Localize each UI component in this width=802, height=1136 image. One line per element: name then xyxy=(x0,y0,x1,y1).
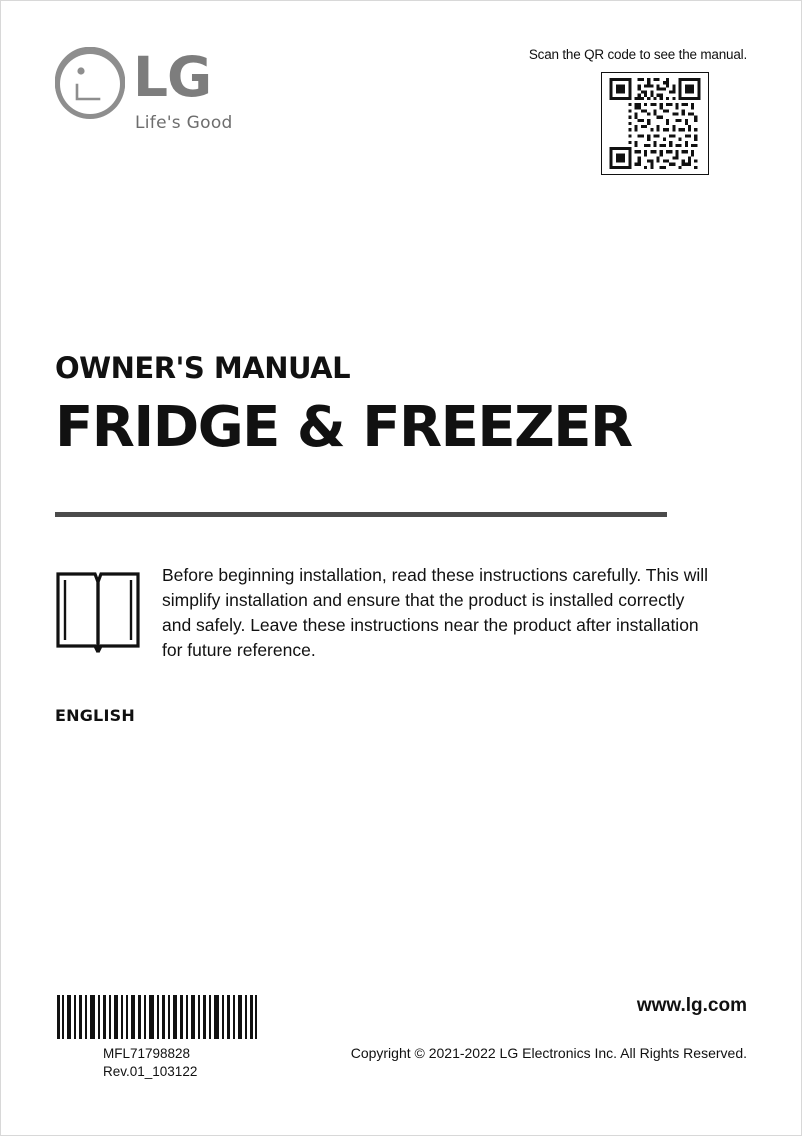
barcode-bars xyxy=(55,995,259,1039)
qr-code-pattern xyxy=(607,78,703,169)
lg-wordmark: LG xyxy=(133,45,212,109)
open-book-icon xyxy=(55,566,141,658)
lg-face-icon xyxy=(55,47,125,117)
qr-code-icon xyxy=(601,72,709,175)
barcode-icon xyxy=(55,995,259,1039)
page-header xyxy=(55,47,747,197)
qr-caption: Scan the QR code to see the manual. xyxy=(528,47,747,62)
page-title: FRIDGE & FREEZER xyxy=(55,395,632,460)
part-number-block xyxy=(103,1045,197,1081)
copyright-text: Copyright © 2021-2022 LG Electronics Inc. All Rights Reserved. xyxy=(350,1045,747,1061)
page-footer xyxy=(55,995,747,1095)
installation-notice-text: Before beginning installation, read these instructions carefully. This will simplify installation and ensure that the product is installed correctly and safely. Leave these instructions near the product after installation for future reference. xyxy=(162,565,709,660)
revision: Rev.01_103122 xyxy=(103,1064,198,1079)
title-divider xyxy=(55,512,667,517)
lg-tagline: Life's Good xyxy=(135,113,233,133)
lg-logo xyxy=(55,47,355,147)
language-label: ENGLISH xyxy=(55,706,135,725)
title-block xyxy=(55,351,747,459)
website-link[interactable]: www.lg.com xyxy=(636,995,747,1016)
qr-block xyxy=(527,47,747,175)
page-kicker: OWNER'S MANUAL xyxy=(55,351,351,385)
part-number: MFL71798828 xyxy=(103,1046,191,1061)
installation-notice xyxy=(55,563,747,663)
